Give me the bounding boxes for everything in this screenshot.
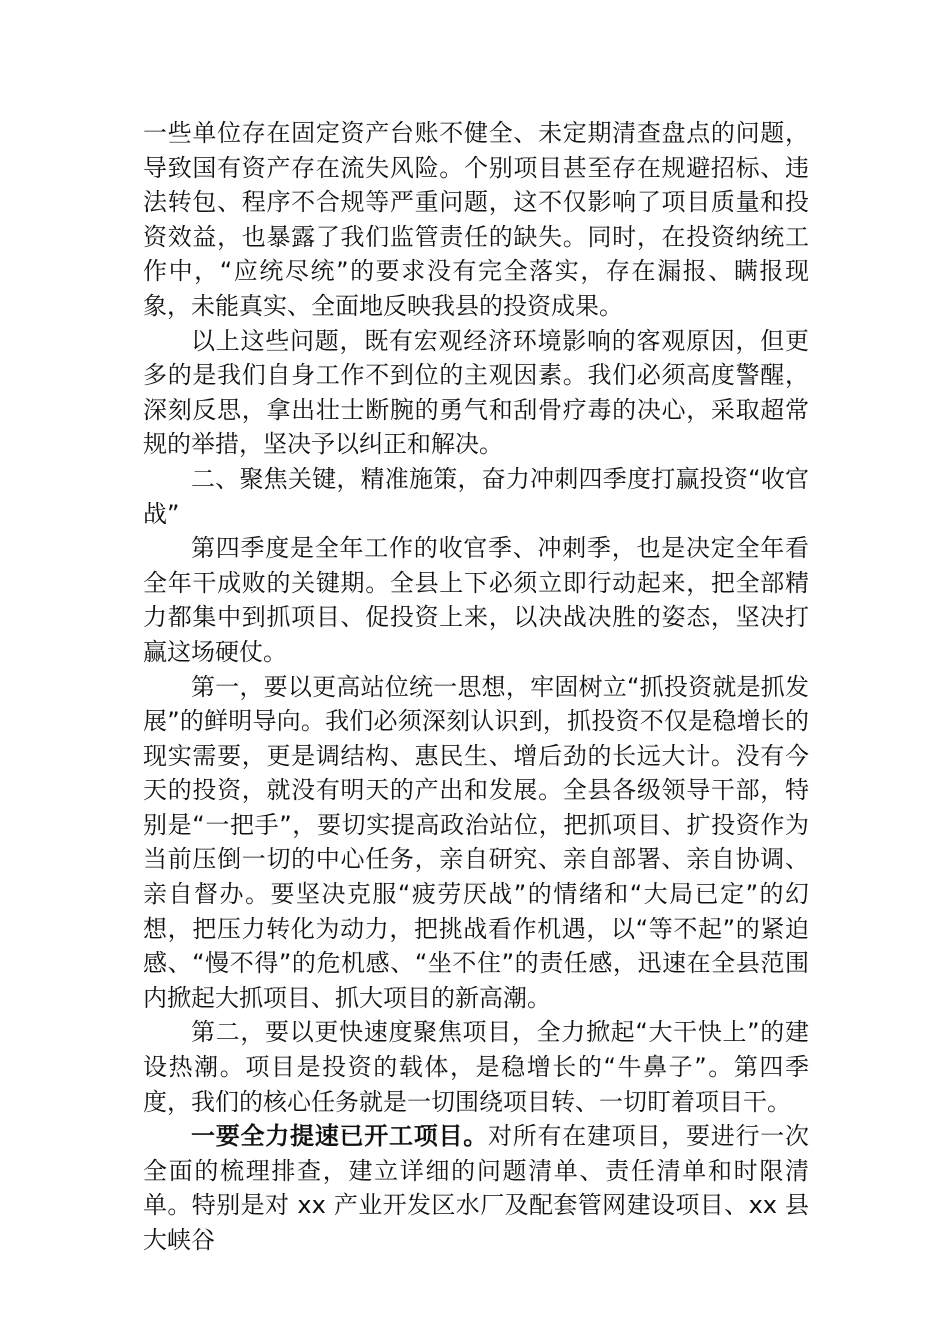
- section-heading-two: 二、聚焦关键，精准施策，奋力冲刺四季度打赢投资“收官战”: [143, 464, 809, 528]
- paragraph-point-two: 第二，要以更快速度聚焦项目，全力掀起“大干快上”的建设热潮。项目是投资的载体，是稳增长的“牛鼻子”。第四季度，我们的核心任务就是一切围绕项目转、一切盯着项目干。: [143, 1018, 809, 1116]
- paragraph-fourth-quarter: 第四季度是全年工作的收官季、冲刺季，也是决定全年看全年干成败的关键期。全县上下必须立即行动起来，把全部精力都集中到抓项目、促投资上来，以决战决胜的姿态，坚决打赢这场硬仗。: [143, 534, 809, 666]
- paragraph-problem-reflection: 以上这些问题，既有宏观经济环境影响的客观原因，但更多的是我们自身工作不到位的主观因素。我们必须高度警醒，深刻反思，拿出壮士断腕的勇气和刮骨疗毒的决心，采取超常规的举措，坚决予以纠正和解决。: [143, 326, 809, 459]
- paragraph-point-one: 第一，要以更高站位统一思想，牢固树立“抓投资就是抓发展”的鲜明导向。我们必须深刻认识到，抓投资不仅是稳增长的现实需要，更是调结构、惠民生、增后劲的长远大计。没有今天的投资，就没有明天的产出和发展。全县各级领导干部，特别是“一把手”，要切实提高政治站位，把抓项目、扩投资作为当前压倒一切的中心任务，亲自研究、亲自部署、亲自协调、亲自督办。要坚决克服“疲劳厌战”的情绪和“大局已定”的幻想，把压力转化为动力，把挑战看作机遇，以“等不起”的紧迫感、“慢不得”的危机感、“坐不住”的责任感，迅速在全县范围内掀起大抓项目、抓大项目的新高潮。: [143, 672, 809, 1012]
- document-page: [143, 116, 809, 1258]
- paragraph-accelerate-projects: [143, 1119, 809, 1257]
- paragraph-bold-lead: 一要全力提速已开工项目。: [191, 1122, 488, 1151]
- paragraph-body-text: 对所有在建项目，要进行一次全面的梳理排查，建立详细的问题清单、责任清单和时限清单。特别是对 xx 产业开发区水厂及配套管网建设项目、xx 县大峡谷: [143, 1122, 809, 1254]
- paragraph-assets-issues: 一些单位存在固定资产台账不健全、未定期清查盘点的问题，导致国有资产存在流失风险。个别项目甚至存在规避招标、违法转包、程序不合规等严重问题，这不仅影响了项目质量和投资效益，也暴露了我们监管责任的缺失。同时，在投资纳统工作中，“应统尽统”的要求没有完全落实，存在漏报、瞒报现象，未能真实、全面地反映我县的投资成果。: [143, 119, 809, 320]
